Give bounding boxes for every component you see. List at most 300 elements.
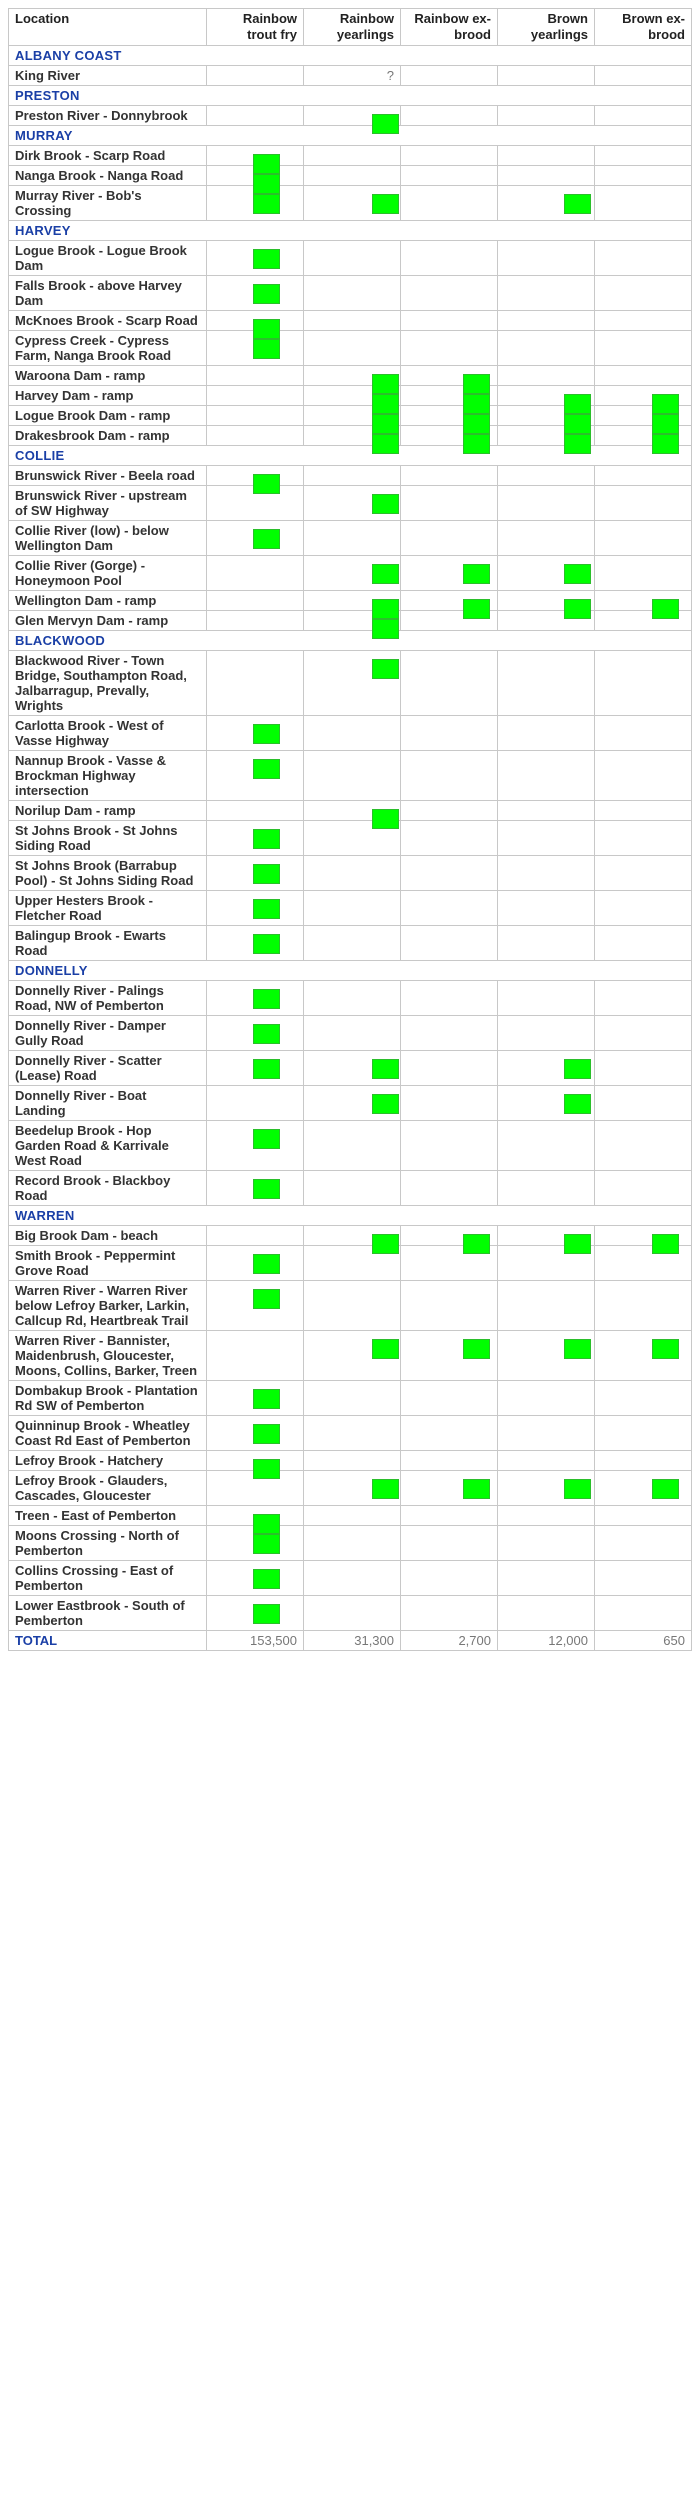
stock-cell: [498, 1451, 595, 1471]
stock-cell: [207, 651, 304, 716]
stock-cell: [595, 1226, 692, 1246]
stocked-marker: [463, 1339, 490, 1359]
stock-cell: [498, 751, 595, 801]
stock-cell: [207, 751, 304, 801]
rainbow-ex-brood-header: Rainbow ex-brood: [401, 9, 498, 46]
stock-cell: [498, 106, 595, 126]
stocked-marker: [253, 934, 280, 954]
stock-cell: [304, 1016, 401, 1051]
stocked-marker: [372, 1059, 399, 1079]
stocked-marker: [372, 659, 399, 679]
stocked-marker: [253, 1129, 280, 1149]
location-cell: Donnelly River - Scatter (Lease) Road: [9, 1051, 207, 1086]
table-body: [9, 46, 692, 1631]
stock-cell: [304, 591, 401, 611]
stock-cell: ?: [304, 66, 401, 86]
location-cell: Cypress Creek - Cypress Farm, Nanga Brook Road: [9, 331, 207, 366]
location-cell: Collie River (low) - below Wellington Dam: [9, 521, 207, 556]
stocked-marker: [652, 434, 679, 454]
location-cell: Record Brook - Blackboy Road: [9, 1171, 207, 1206]
stock-cell: [304, 1226, 401, 1246]
stock-cell: [595, 331, 692, 366]
location-cell: St Johns Brook - St Johns Siding Road: [9, 821, 207, 856]
stock-cell: [595, 276, 692, 311]
stock-cell: [595, 556, 692, 591]
stock-cell: [595, 651, 692, 716]
stock-cell: [595, 311, 692, 331]
stocked-marker: [463, 1479, 490, 1499]
stock-cell: [595, 241, 692, 276]
table-row: [9, 276, 692, 311]
stocked-marker: [372, 564, 399, 584]
stock-cell: [304, 521, 401, 556]
stock-cell: [207, 1016, 304, 1051]
table-row: [9, 466, 692, 486]
stock-cell: [498, 311, 595, 331]
table-row: [9, 751, 692, 801]
stock-cell: [498, 556, 595, 591]
region-name: ALBANY COAST: [9, 46, 692, 66]
location-cell: Murray River - Bob's Crossing: [9, 186, 207, 221]
stock-cell: [304, 751, 401, 801]
stock-cell: [498, 1016, 595, 1051]
stock-cell: [498, 276, 595, 311]
rainbow-fry-header: Rainbow trout fry: [207, 9, 304, 46]
total-value: 31,300: [304, 1631, 401, 1651]
stocked-marker: [253, 1059, 280, 1079]
stock-cell: [207, 556, 304, 591]
stock-cell: [207, 406, 304, 426]
table-row: [9, 486, 692, 521]
stock-cell: [401, 981, 498, 1016]
stock-cell: [207, 1471, 304, 1506]
stock-cell: [498, 186, 595, 221]
stock-cell: [207, 366, 304, 386]
stock-cell: [498, 891, 595, 926]
stocked-marker: [652, 1479, 679, 1499]
table-row: [9, 1526, 692, 1561]
stock-cell: [207, 611, 304, 631]
stock-cell: [401, 331, 498, 366]
stocked-marker: [253, 529, 280, 549]
stock-cell: [498, 386, 595, 406]
stock-cell: [595, 466, 692, 486]
stock-cell: [304, 466, 401, 486]
table-row: [9, 1281, 692, 1331]
stock-cell: [595, 1416, 692, 1451]
stock-cell: [595, 856, 692, 891]
stock-cell: [595, 66, 692, 86]
stock-cell: [207, 1331, 304, 1381]
table-row: [9, 1171, 692, 1206]
stock-cell: [207, 311, 304, 331]
stock-cell: [498, 331, 595, 366]
stock-cell: [498, 651, 595, 716]
table-row: [9, 241, 692, 276]
stocked-marker: [253, 724, 280, 744]
stock-cell: [498, 821, 595, 856]
stock-cell: [595, 751, 692, 801]
stock-cell: [304, 146, 401, 166]
stock-cell: [207, 981, 304, 1016]
table-row: [9, 1471, 692, 1506]
region-row: [9, 126, 692, 146]
region-name: COLLIE: [9, 446, 692, 466]
location-cell: Falls Brook - above Harvey Dam: [9, 276, 207, 311]
stock-cell: [401, 311, 498, 331]
stock-cell: [207, 716, 304, 751]
stock-cell: [498, 591, 595, 611]
total-value: 2,700: [401, 1631, 498, 1651]
stock-cell: [401, 1016, 498, 1051]
total-value: 153,500: [207, 1631, 304, 1651]
stock-cell: [401, 186, 498, 221]
brown-yearlings-header: Brown yearlings: [498, 9, 595, 46]
location-cell: Donnelly River - Palings Road, NW of Pemberton: [9, 981, 207, 1016]
location-cell: Carlotta Brook - West of Vasse Highway: [9, 716, 207, 751]
stock-cell: [207, 1381, 304, 1416]
location-cell: Big Brook Dam - beach: [9, 1226, 207, 1246]
table-row: [9, 981, 692, 1016]
stock-cell: [595, 166, 692, 186]
brown-ex-brood-header: Brown ex-brood: [595, 9, 692, 46]
stock-cell: [595, 1451, 692, 1471]
stock-cell: [498, 1121, 595, 1171]
table-row: [9, 611, 692, 631]
stock-cell: [595, 1171, 692, 1206]
stock-cell: [401, 466, 498, 486]
stock-cell: [304, 1381, 401, 1416]
stock-cell: [304, 406, 401, 426]
stock-cell: [207, 1416, 304, 1451]
table-row: [9, 801, 692, 821]
location-cell: Wellington Dam - ramp: [9, 591, 207, 611]
stocked-marker: [564, 1094, 591, 1114]
table-row: [9, 366, 692, 386]
stock-cell: [304, 1506, 401, 1526]
stock-cell: [498, 1416, 595, 1451]
region-row: [9, 46, 692, 66]
stock-cell: [498, 1171, 595, 1206]
location-cell: Lower Eastbrook - South of Pemberton: [9, 1596, 207, 1631]
stocked-marker: [372, 1479, 399, 1499]
location-cell: St Johns Brook (Barrabup Pool) - St Johns Siding Road: [9, 856, 207, 891]
stocked-marker: [564, 434, 591, 454]
region-name: PRESTON: [9, 86, 692, 106]
stock-cell: [304, 1561, 401, 1596]
region-row: [9, 1206, 692, 1226]
stock-cell: [304, 426, 401, 446]
stock-cell: [401, 521, 498, 556]
stock-cell: [401, 406, 498, 426]
stock-cell: [498, 466, 595, 486]
stock-cell: [304, 821, 401, 856]
stock-cell: [498, 856, 595, 891]
stocked-marker: [564, 564, 591, 584]
stock-cell: [401, 1086, 498, 1121]
table-row: [9, 1331, 692, 1381]
table-row: [9, 716, 692, 751]
stock-cell: [595, 821, 692, 856]
stock-cell: [304, 856, 401, 891]
stocked-marker: [253, 1024, 280, 1044]
location-cell: Nanga Brook - Nanga Road: [9, 166, 207, 186]
stock-cell: [595, 1506, 692, 1526]
table-row: [9, 926, 692, 961]
stock-cell: [401, 926, 498, 961]
stock-cell: [304, 1416, 401, 1451]
stock-cell: [304, 166, 401, 186]
location-cell: Upper Hesters Brook - Fletcher Road: [9, 891, 207, 926]
stocked-marker: [372, 1094, 399, 1114]
stocked-marker: [253, 1569, 280, 1589]
stock-cell: [304, 891, 401, 926]
stock-cell: [304, 1451, 401, 1471]
stock-cell: [498, 166, 595, 186]
stock-cell: [595, 1381, 692, 1416]
stock-cell: [207, 426, 304, 446]
table-row: [9, 426, 692, 446]
stock-cell: [498, 1526, 595, 1561]
location-cell: Brunswick River - upstream of SW Highway: [9, 486, 207, 521]
location-cell: Preston River - Donnybrook: [9, 106, 207, 126]
location-cell: Smith Brook - Peppermint Grove Road: [9, 1246, 207, 1281]
location-cell: Moons Crossing - North of Pemberton: [9, 1526, 207, 1561]
stock-cell: [207, 926, 304, 961]
stock-cell: [401, 821, 498, 856]
region-row: [9, 86, 692, 106]
stocked-marker: [463, 564, 490, 584]
table-row: [9, 1016, 692, 1051]
table-row: [9, 1246, 692, 1281]
stock-cell: [207, 821, 304, 856]
location-cell: Blackwood River - Town Bridge, Southampton Road, Jalbarragup, Prevally, Wrights: [9, 651, 207, 716]
stock-cell: [595, 891, 692, 926]
stocked-marker: [463, 434, 490, 454]
location-cell: Collins Crossing - East of Pemberton: [9, 1561, 207, 1596]
stock-cell: [498, 1506, 595, 1526]
table-row: [9, 556, 692, 591]
stock-cell: [207, 1506, 304, 1526]
stock-cell: [401, 1451, 498, 1471]
table-row: [9, 1051, 692, 1086]
stock-cell: [207, 1086, 304, 1121]
location-cell: Donnelly River - Boat Landing: [9, 1086, 207, 1121]
region-name: MURRAY: [9, 126, 692, 146]
stocked-marker: [652, 1339, 679, 1359]
stock-cell: [595, 1526, 692, 1561]
stock-cell: [207, 1451, 304, 1471]
stocked-marker: [564, 194, 591, 214]
stock-cell: [595, 486, 692, 521]
stock-cell: [498, 611, 595, 631]
location-cell: Dombakup Brook - Plantation Rd SW of Pemberton: [9, 1381, 207, 1416]
location-cell: Warren River - Bannister, Maidenbrush, Gloucester, Moons, Collins, Barker, Treen: [9, 1331, 207, 1381]
region-name: HARVEY: [9, 221, 692, 241]
stock-cell: [401, 486, 498, 521]
table-row: [9, 406, 692, 426]
stock-cell: [207, 1281, 304, 1331]
stock-cell: [595, 406, 692, 426]
stock-cell: [207, 241, 304, 276]
stock-cell: [595, 926, 692, 961]
stock-cell: [207, 1171, 304, 1206]
stock-cell: [304, 106, 401, 126]
table-row: [9, 106, 692, 126]
region-row: [9, 961, 692, 981]
stock-cell: [401, 651, 498, 716]
stock-cell: [595, 591, 692, 611]
stock-cell: [498, 406, 595, 426]
stock-cell: [401, 1381, 498, 1416]
stock-cell: [401, 556, 498, 591]
stock-cell: [595, 106, 692, 126]
location-cell: Treen - East of Pemberton: [9, 1506, 207, 1526]
stock-cell: [207, 331, 304, 366]
stock-cell: [401, 276, 498, 311]
stock-cell: [595, 521, 692, 556]
total-label: TOTAL: [9, 1631, 207, 1651]
stock-cell: [207, 186, 304, 221]
stocked-marker: [564, 1479, 591, 1499]
stock-cell: [207, 466, 304, 486]
stock-cell: [304, 1086, 401, 1121]
location-cell: Norilup Dam - ramp: [9, 801, 207, 821]
stocked-marker: [253, 284, 280, 304]
stock-cell: [498, 426, 595, 446]
stock-cell: [207, 591, 304, 611]
stock-cell: [304, 651, 401, 716]
location-cell: King River: [9, 66, 207, 86]
stock-cell: [595, 1471, 692, 1506]
stock-cell: [401, 611, 498, 631]
stock-cell: [595, 426, 692, 446]
table-row: [9, 146, 692, 166]
stock-cell: [207, 1561, 304, 1596]
stocked-marker: [253, 1604, 280, 1624]
stock-cell: [595, 386, 692, 406]
stock-cell: [595, 1246, 692, 1281]
stock-cell: [304, 926, 401, 961]
stock-cell: [207, 1226, 304, 1246]
location-cell: Donnelly River - Damper Gully Road: [9, 1016, 207, 1051]
stock-cell: [401, 1416, 498, 1451]
stock-cell: [304, 276, 401, 311]
location-cell: Logue Brook - Logue Brook Dam: [9, 241, 207, 276]
stock-cell: [401, 66, 498, 86]
stocked-marker: [372, 619, 399, 639]
region-row: [9, 631, 692, 651]
stock-cell: [595, 801, 692, 821]
table-row: [9, 1416, 692, 1451]
location-cell: Lefroy Brook - Hatchery: [9, 1451, 207, 1471]
table-row: [9, 1561, 692, 1596]
location-cell: Glen Mervyn Dam - ramp: [9, 611, 207, 631]
location-cell: Lefroy Brook - Glauders, Cascades, Gloucester: [9, 1471, 207, 1506]
table-row: [9, 1121, 692, 1171]
stock-cell: [498, 486, 595, 521]
table-row: [9, 166, 692, 186]
location-cell: Waroona Dam - ramp: [9, 366, 207, 386]
stocked-marker: [372, 1339, 399, 1359]
stock-cell: [401, 1596, 498, 1631]
stock-cell: [304, 716, 401, 751]
stocked-marker: [253, 989, 280, 1009]
location-cell: Brunswick River - Beela road: [9, 466, 207, 486]
stocked-marker: [253, 759, 280, 779]
location-header: Location: [9, 9, 207, 46]
stock-cell: [304, 486, 401, 521]
header-row: [9, 9, 692, 46]
stock-cell: [595, 716, 692, 751]
table-row: [9, 856, 692, 891]
stock-cell: [595, 146, 692, 166]
stock-cell: [595, 1051, 692, 1086]
stocked-marker: [253, 339, 280, 359]
stock-cell: [498, 1226, 595, 1246]
stock-cell: [498, 1561, 595, 1596]
stock-cell: [401, 891, 498, 926]
stock-cell: [304, 1051, 401, 1086]
stock-cell: [207, 1051, 304, 1086]
table-row: [9, 521, 692, 556]
stock-cell: [401, 1246, 498, 1281]
stock-cell: [401, 386, 498, 406]
stock-cell: [595, 1086, 692, 1121]
region-name: BLACKWOOD: [9, 631, 692, 651]
stock-cell: [304, 241, 401, 276]
stock-cell: [498, 981, 595, 1016]
stock-cell: [498, 1381, 595, 1416]
stock-cell: [401, 1561, 498, 1596]
location-cell: Quinninup Brook - Wheatley Coast Rd East of Pemberton: [9, 1416, 207, 1451]
table-row: [9, 331, 692, 366]
table-row: [9, 1451, 692, 1471]
table-row: [9, 386, 692, 406]
stock-cell: [207, 1121, 304, 1171]
stocked-marker: [253, 1179, 280, 1199]
stock-cell: [401, 1526, 498, 1561]
stock-cell: [401, 801, 498, 821]
stock-cell: [595, 1016, 692, 1051]
stock-cell: [595, 981, 692, 1016]
total-value: 650: [595, 1631, 692, 1651]
total-value: 12,000: [498, 1631, 595, 1651]
stock-cell: [304, 311, 401, 331]
stock-cell: [207, 1246, 304, 1281]
stock-cell: [304, 366, 401, 386]
stocked-marker: [253, 864, 280, 884]
stocked-marker: [564, 1339, 591, 1359]
table-row: [9, 1226, 692, 1246]
table-row: [9, 891, 692, 926]
table-row: [9, 1381, 692, 1416]
stock-cell: [401, 856, 498, 891]
stock-cell: [401, 751, 498, 801]
region-name: DONNELLY: [9, 961, 692, 981]
stock-cell: [401, 426, 498, 446]
location-cell: Logue Brook Dam - ramp: [9, 406, 207, 426]
stock-cell: [304, 1471, 401, 1506]
location-cell: McKnoes Brook - Scarp Road: [9, 311, 207, 331]
stock-cell: [304, 1121, 401, 1171]
stocked-marker: [253, 1289, 280, 1309]
location-cell: Beedelup Brook - Hop Garden Road & Karrivale West Road: [9, 1121, 207, 1171]
stock-cell: [498, 801, 595, 821]
stock-cell: [595, 186, 692, 221]
stock-cell: [498, 1331, 595, 1381]
stock-cell: [498, 241, 595, 276]
